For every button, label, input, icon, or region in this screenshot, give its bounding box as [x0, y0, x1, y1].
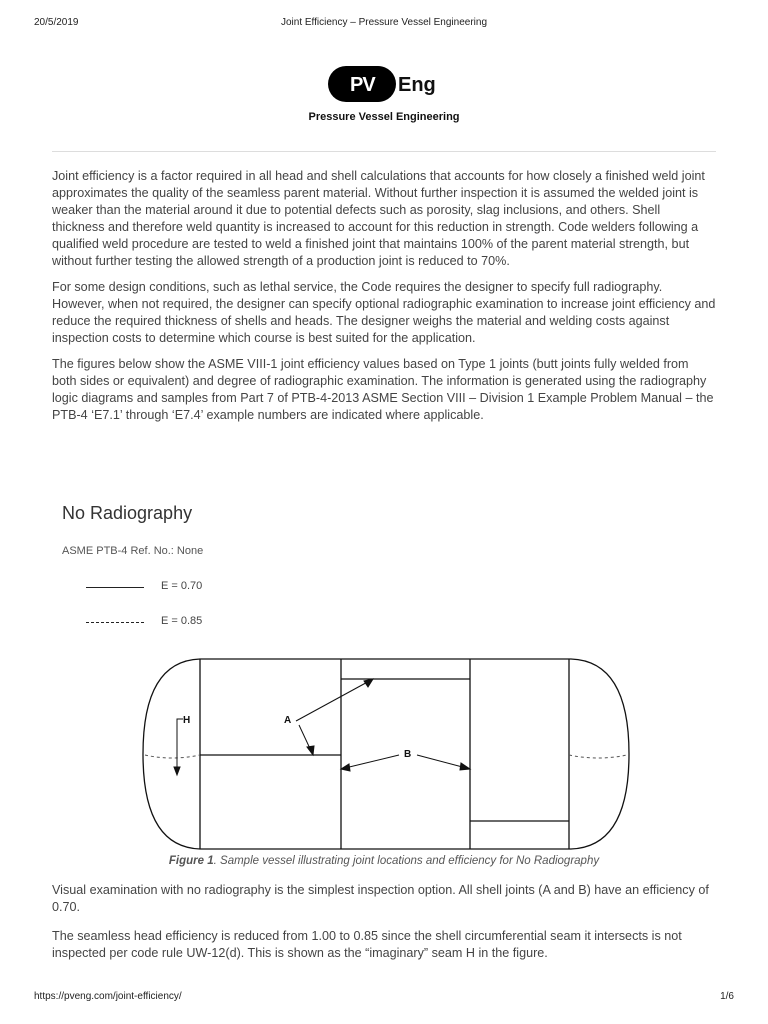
vessel-figure [141, 657, 631, 852]
print-url[interactable]: https://pveng.com/joint-efficiency/ [34, 991, 182, 1002]
paragraph-figures: The figures below show the ASME VIII-1 joint efficiency values based on Type 1 joints (butt joints fully welded from both sides or equivalent) and degree of radiographic examination. The information is generated using the radiography logic diagrams and samples from Part 7 of PTB-4-2013 ASME Section VIII – Division 1 Example Problem Manual – the PTB-4 ‘E7.1’ through ‘E7.4’ example numbers are indicated where applicable. [52, 357, 714, 422]
figure-caption [0, 855, 768, 867]
arrowhead-b1 [341, 764, 350, 771]
legend-solid [86, 580, 286, 594]
logo-tagline: Pressure Vessel Engineering [308, 111, 460, 123]
print-date: 20/5/2019 [34, 17, 79, 28]
label-a: A [284, 715, 292, 726]
arrowhead-a1 [364, 679, 373, 687]
arrowhead-h [174, 767, 180, 775]
imaginary-seam-left [145, 755, 200, 758]
article-body [52, 882, 716, 974]
header-divider [52, 151, 716, 152]
article-intro [52, 168, 716, 433]
caption-text: . Sample vessel illustrating joint locations and efficiency for No Radiography [213, 855, 600, 867]
print-header [0, 17, 768, 33]
paragraph-visual: Visual examination with no radiography is the simplest inspection option. All shell joints (A and B) have an efficiency of 0.70. [52, 883, 709, 914]
paragraph-intro: Joint efficiency is a factor required in all head and shell calculations that accounts for how closely a finished weld joint approximates the quality of the seamless parent material. Without further inspection it is assumed the welded joint is weaker than the material around it due to potential defects such as porosity, slag inclusions, and others. Shell thickness and therefore weld quantity is increased to account for this reduction in strength. Code welders following a qualified weld procedure are tested to weld a finished joint that maintains 100% of the parent material strength, but without further testing the allowed strength of a production joint is reduced to 70%. [52, 169, 705, 268]
legend-dashed [86, 615, 286, 629]
arrow-a1 [296, 679, 373, 721]
legend-dashed-label: E = 0.85 [161, 615, 203, 627]
ptb-reference: ASME PTB-4 Ref. No.: None [62, 545, 204, 557]
pveng-logo[interactable] [328, 64, 448, 104]
print-title: Joint Efficiency – Pressure Vessel Engineering [280, 17, 488, 28]
logo-pv: PV [350, 74, 375, 96]
imaginary-seam-right [569, 755, 627, 758]
legend-solid-label: E = 0.70 [161, 580, 203, 592]
label-h: H [183, 715, 191, 726]
paragraph-head-efficiency: The seamless head efficiency is reduced from 1.00 to 0.85 since the shell circumferential seam it intersects is not inspected per code rule UW-12(d). This is shown as the “imaginary” seam H in the figure. [52, 929, 682, 960]
paragraph-radiography: For some design conditions, such as lethal service, the Code requires the designer to specify full radiography. However, when not required, the designer can specify optional radiographic examination to increase joint efficiency and reduce the required thickness of shells and heads. The designer weighs the material and welding costs against inspection costs to determine which course is best suited for the application. [52, 280, 716, 345]
arrowhead-b2 [460, 763, 470, 770]
arrowhead-a2 [307, 746, 314, 755]
logo-eng: Eng [398, 74, 436, 96]
page-number: 1/6 [720, 991, 734, 1002]
label-b: B [404, 749, 412, 760]
legend-solid-line [86, 587, 144, 588]
legend-dashed-line [86, 622, 144, 623]
section-heading: No Radiography [62, 503, 193, 523]
caption-number: Figure 1 [168, 855, 214, 867]
